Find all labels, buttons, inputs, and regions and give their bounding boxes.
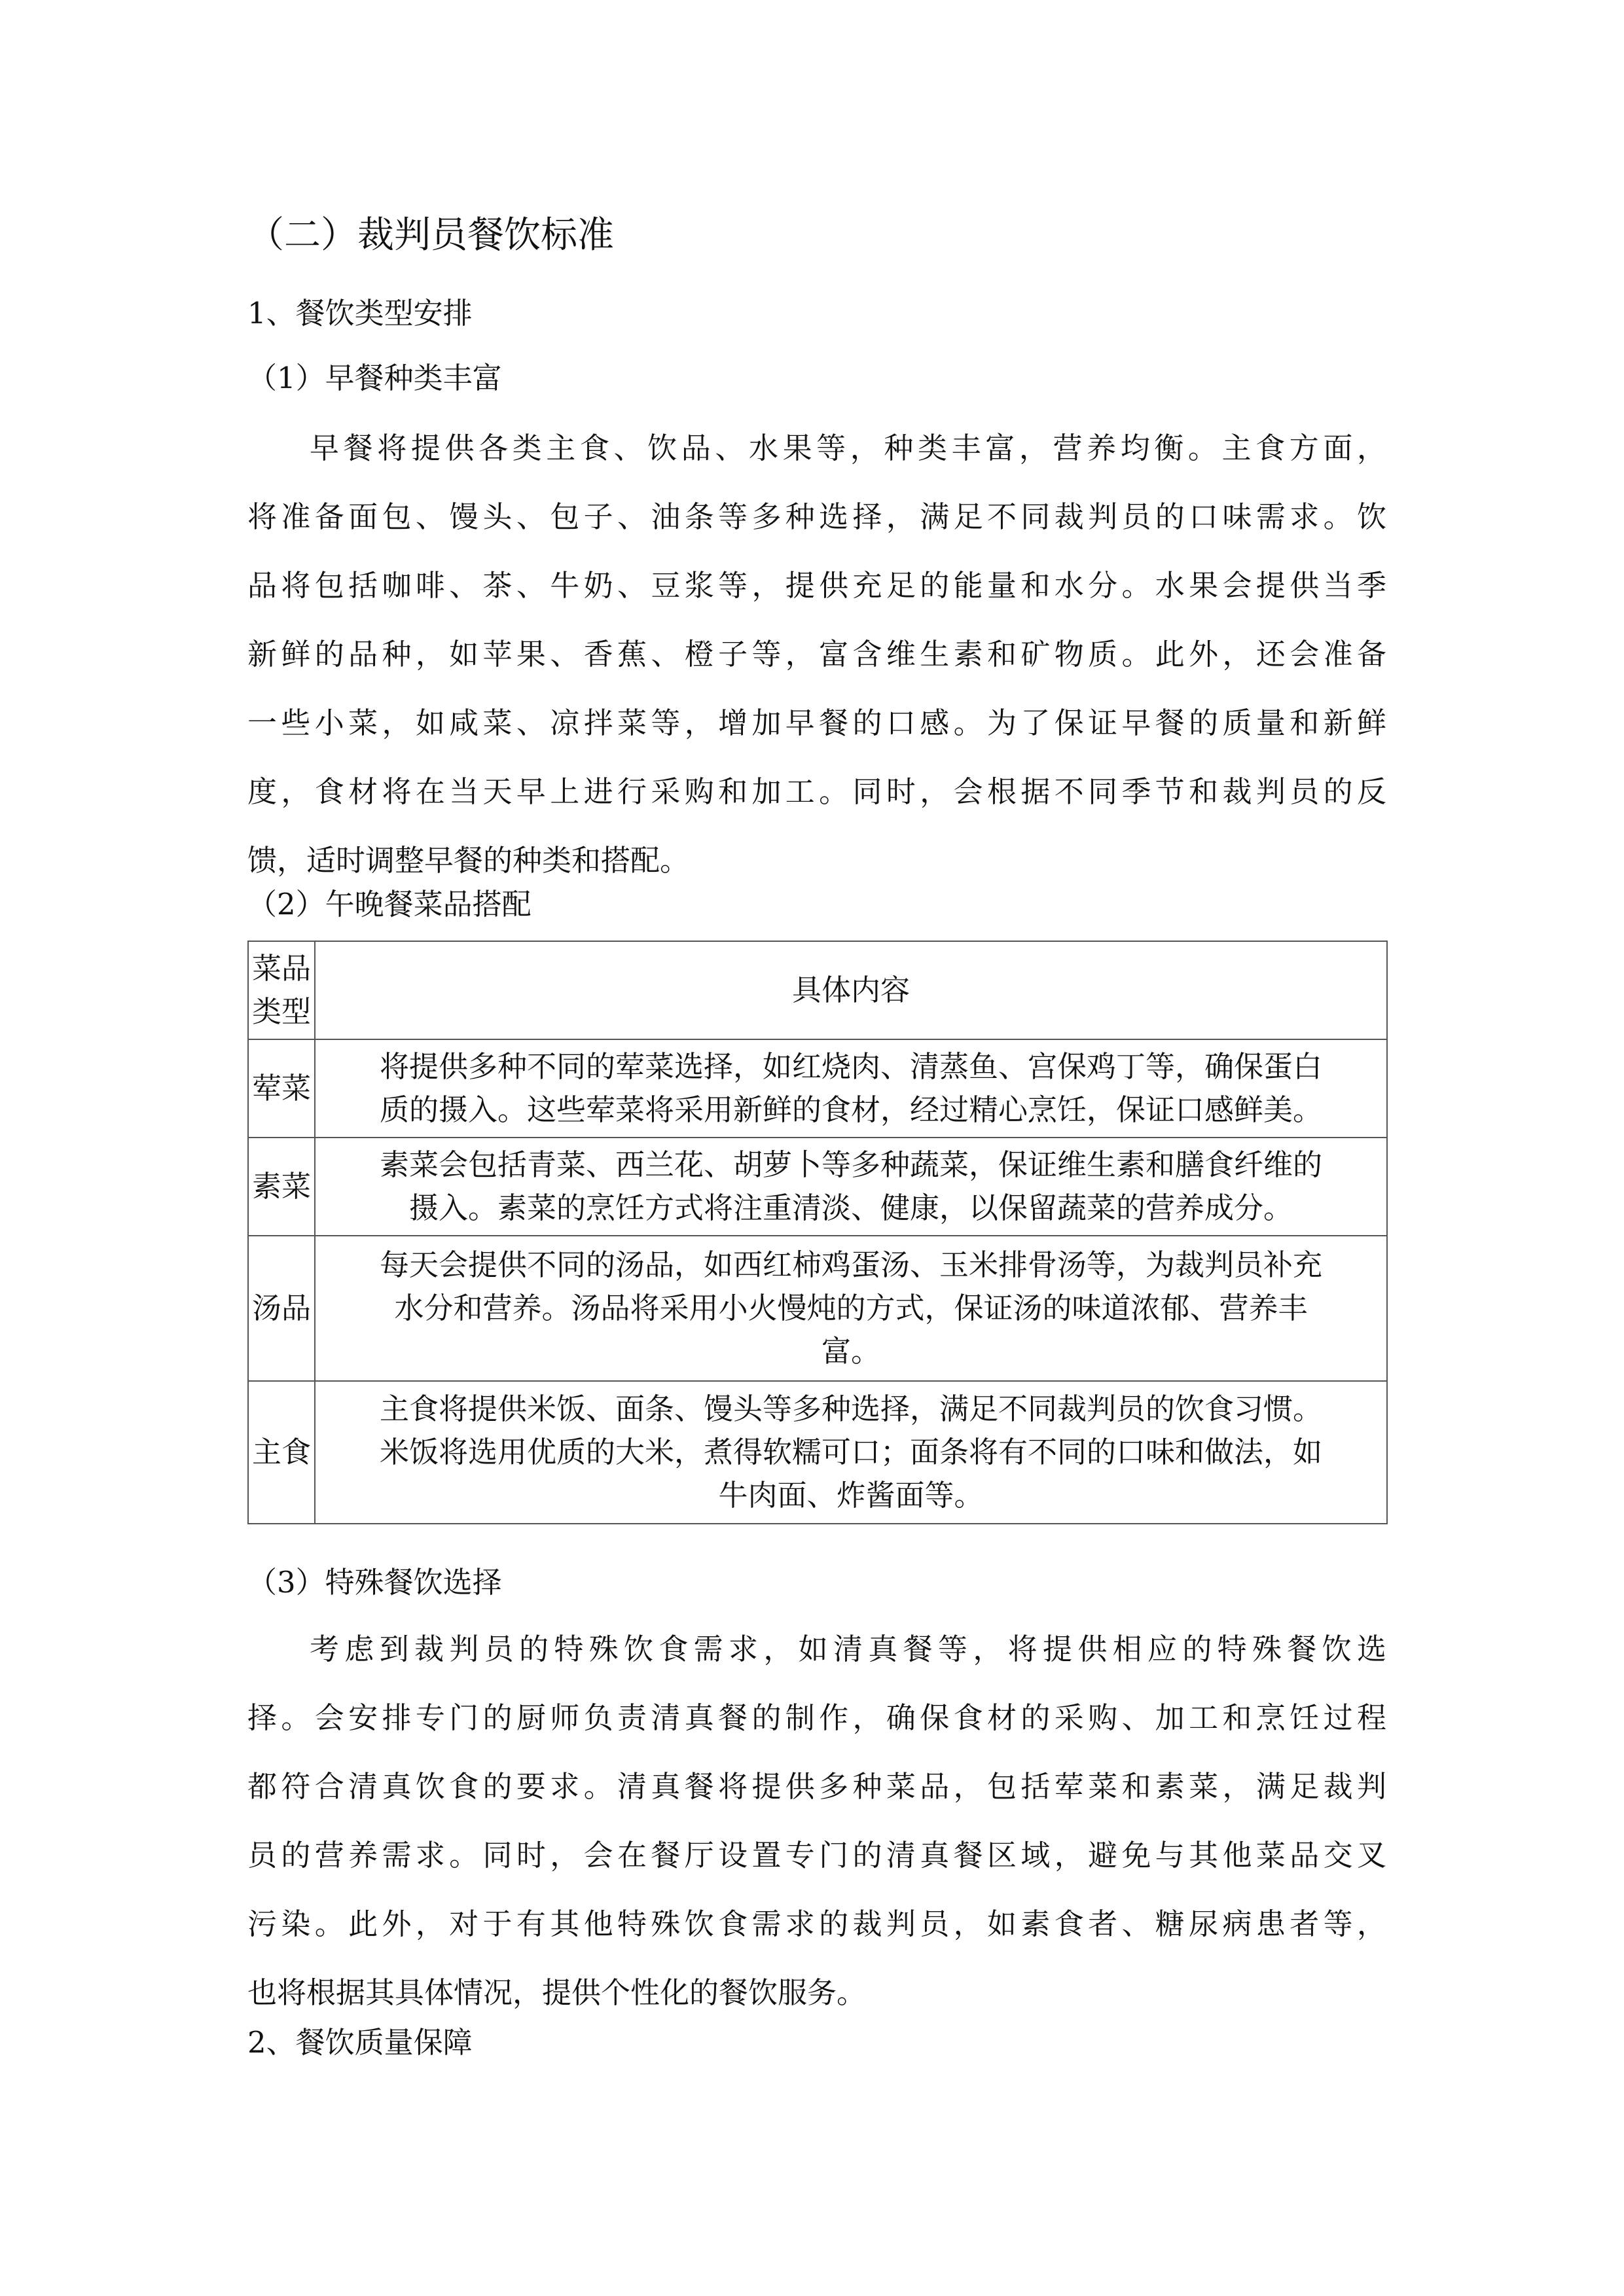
section-title: （二）裁判员餐饮标准: [247, 214, 614, 257]
table-row: [248, 1381, 1387, 1524]
content-line: 水分和营养。汤品将采用小火慢炖的方式，保证汤的味道浓郁、营养丰: [394, 1291, 1308, 1325]
paragraph-line: 污染。此外，对于有其他特殊饮食需求的裁判员，如素食者、糖尿病患者等，: [247, 1907, 1386, 1941]
content-line: 素菜会包括青菜、西兰花、胡萝卜等多种蔬菜，保证维生素和膳食纤维的: [379, 1147, 1322, 1182]
paragraph-breakfast: [247, 414, 1386, 895]
header-type-cell: [248, 941, 315, 1039]
content-line: 富。: [821, 1334, 880, 1369]
table-row: [248, 1039, 1387, 1138]
heading-catering-types: 1、餐饮类型安排: [247, 296, 473, 331]
paragraph-line: 员的营养需求。同时，会在餐厅设置专门的清真餐区域，避免与其他菜品交叉: [247, 1838, 1386, 1873]
paragraph-special-diet: [247, 1615, 1386, 2027]
row-type-meat: 荤菜: [248, 1039, 315, 1138]
row-type-staple: 主食: [248, 1381, 315, 1524]
header-type-line: 菜品: [251, 951, 311, 986]
heading-special-diet: （3）特殊餐饮选择: [247, 1565, 502, 1600]
row-content-soup: [315, 1236, 1387, 1381]
content-line: 牛肉面、炸酱面等。: [718, 1478, 984, 1513]
content-line: 每天会提供不同的汤品，如西红柿鸡蛋汤、玉米排骨汤等，为裁判员补充: [379, 1247, 1322, 1282]
paragraph-line: 度，食材将在当天早上进行采购和加工。同时，会根据不同季节和裁判员的反: [247, 774, 1386, 809]
paragraph-line: 品将包括咖啡、茶、牛奶、豆浆等，提供充足的能量和水分。水果会提供当季: [247, 568, 1386, 603]
paragraph-line: 考虑到裁判员的特殊饮食需求，如清真餐等，将提供相应的特殊餐饮选: [310, 1632, 1386, 1666]
paragraph-line: 将准备面包、馒头、包子、油条等多种选择，满足不同裁判员的口味需求。饮: [247, 499, 1386, 534]
paragraph-line: 也将根据其具体情况，提供个性化的餐饮服务。: [247, 1975, 867, 2010]
row-content-meat: [315, 1039, 1387, 1138]
table-header-row: [248, 941, 1387, 1039]
row-content-staple: [315, 1381, 1387, 1524]
heading-lunch-dinner: （2）午晚餐菜品搭配: [247, 887, 532, 922]
header-content-cell: 具体内容: [315, 941, 1387, 1039]
paragraph-line: 新鲜的品种，如苹果、香蕉、橙子等，富含维生素和矿物质。此外，还会准备: [247, 637, 1386, 672]
header-type-line: 类型: [251, 994, 311, 1029]
paragraph-line: 择。会安排专门的厨师负责清真餐的制作，确保食材的采购、加工和烹饪过程: [247, 1700, 1386, 1735]
heading-breakfast: （1）早餐种类丰富: [247, 361, 502, 395]
paragraph-line: 馈，适时调整早餐的种类和搭配。: [247, 843, 690, 878]
table-row: [248, 1138, 1387, 1236]
table-row: [248, 1236, 1387, 1381]
row-type-vegetable: 素菜: [248, 1138, 315, 1236]
content-line: 米饭将选用优质的大米，煮得软糯可口；面条将有不同的口味和做法，如: [379, 1435, 1322, 1469]
menu-table: [247, 941, 1388, 1524]
content-line: 摄入。素菜的烹饪方式将注重清淡、健康，以保留蔬菜的营养成分。: [408, 1191, 1293, 1225]
content-line: 主食将提供米饭、面条、馒头等多种选择，满足不同裁判员的饮食习惯。: [379, 1391, 1322, 1426]
paragraph-line: 都符合清真饮食的要求。清真餐将提供多种菜品，包括荤菜和素菜，满足裁判: [247, 1769, 1386, 1804]
heading-quality-assurance: 2、餐饮质量保障: [247, 2025, 473, 2060]
row-type-soup: 汤品: [248, 1236, 315, 1381]
paragraph-line: 一些小菜，如咸菜、凉拌菜等，增加早餐的口感。为了保证早餐的质量和新鲜: [247, 706, 1386, 740]
row-content-vegetable: [315, 1138, 1387, 1236]
content-line: 将提供多种不同的荤菜选择，如红烧肉、清蒸鱼、宫保鸡丁等，确保蛋白: [379, 1049, 1322, 1084]
content-line: 质的摄入。这些荤菜将采用新鲜的食材，经过精心烹饪，保证口感鲜美。: [379, 1092, 1322, 1127]
paragraph-line: 早餐将提供各类主食、饮品、水果等，种类丰富，营养均衡。主食方面，: [310, 431, 1386, 465]
